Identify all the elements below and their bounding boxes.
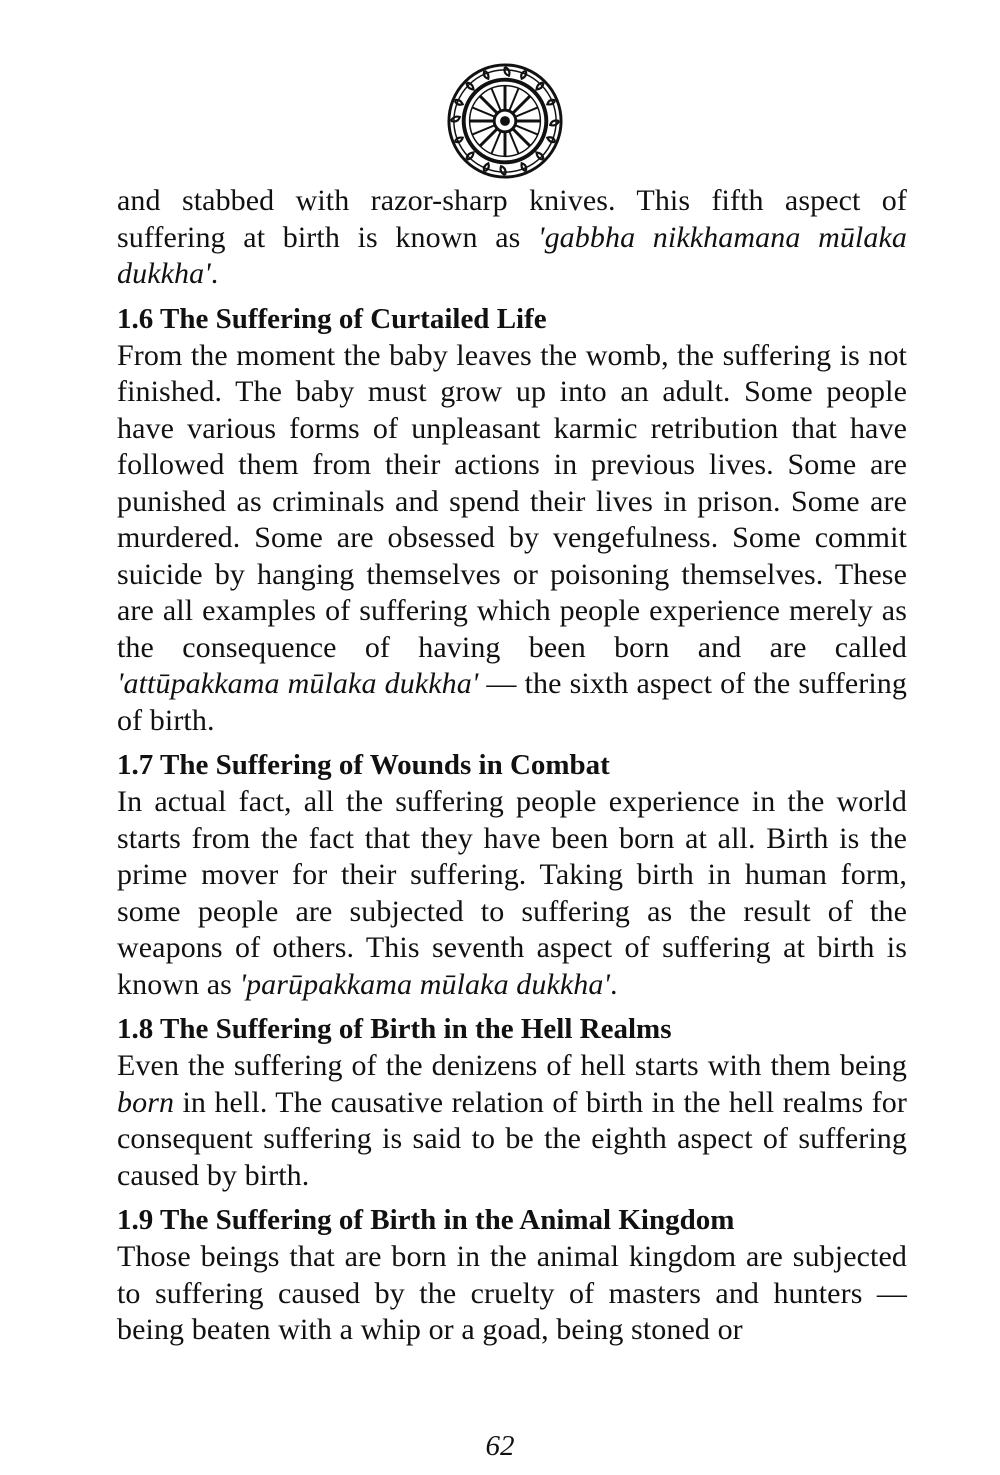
italic-term: 'attūpakkama mūlaka dukkha' bbox=[117, 667, 479, 700]
body-paragraph bbox=[117, 1048, 907, 1194]
text-run: and stabbed with razor-sharp knives. This fifth aspect of suffering at birth is known as bbox=[117, 184, 907, 254]
page-number: 62 bbox=[485, 1430, 515, 1462]
body-paragraph bbox=[117, 784, 907, 1003]
text-run: In actual fact, all the suffering people experience in the world starts from the fact that they have been born at all. Birth is the prime mover for their suffering. Taking birth in human form, some people are subjected to suffering as the result of the weapons of others. This seventh aspect of suffering at birth is known as bbox=[117, 785, 907, 1001]
italic-term: born bbox=[117, 1085, 175, 1119]
section-heading: 1.8 The Suffering of Birth in the Hell Realms bbox=[117, 1013, 672, 1045]
body-paragraph bbox=[117, 1239, 907, 1349]
italic-term: 'gabbha nikkhamana mūlaka dukkha' bbox=[117, 220, 907, 290]
body-paragraph bbox=[117, 338, 907, 740]
section-heading: 1.6 The Suffering of Curtailed Life bbox=[117, 302, 547, 335]
body-paragraph bbox=[117, 183, 907, 293]
text-run: Those beings that are born in the animal kingdom are subjected to suffering caused by the cruelty of masters and hunters — being beaten with a whip or a goad, being stoned or bbox=[117, 1240, 907, 1346]
text-run: Even the suffering of the denizens of hell starts with them being bbox=[117, 1049, 907, 1082]
text-run: From the moment the baby leaves the womb, the suffering is not finished. The baby must grow up into an adult. Some people have various forms of unpleasant karmic retribution that have followed them from their actions in previous lives. Some are punished as criminals and spend their lives in prison. Some are murdered. Some are obsessed by vengefulness. Some commit suicide by hanging themselves or poisoning themselves. These are all examples of suffering which people experience merely as the consequence of having been born and are called bbox=[117, 338, 907, 664]
section-heading: 1.7 The Suffering of Wounds in Combat bbox=[117, 749, 610, 781]
text-run: in hell. The causative relation of birth in the hell realms for consequent suffering is said to be the eighth aspect of suffering caused by birth. bbox=[117, 1085, 907, 1192]
text-run: — the sixth aspect of the suffering of birth. bbox=[117, 667, 907, 737]
text-run: . bbox=[210, 257, 219, 290]
text-run: . bbox=[610, 967, 618, 1001]
italic-term: 'parūpakkama mūlaka dukkha' bbox=[239, 967, 611, 1001]
dharma-wheel-icon bbox=[446, 62, 564, 180]
page-text bbox=[117, 183, 907, 1355]
section-heading: 1.9 The Suffering of Birth in the Animal Kingdom bbox=[117, 1204, 735, 1236]
